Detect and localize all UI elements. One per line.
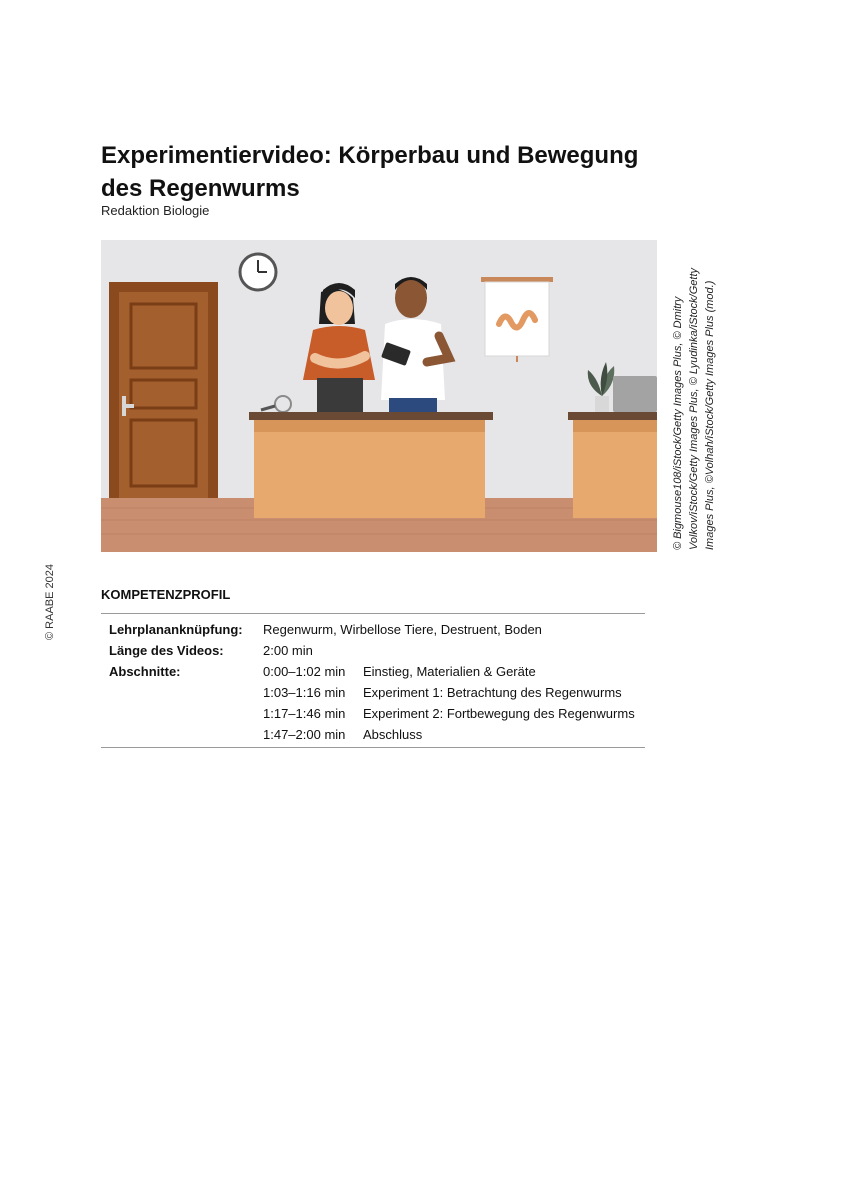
section-time: 1:17–1:46 min	[263, 706, 346, 721]
sections-label: Abschnitte:	[109, 664, 181, 679]
section-description: Einstieg, Materialien & Geräte	[363, 664, 536, 679]
section-heading: KOMPETENZPROFIL	[101, 587, 231, 602]
wall-clock-icon	[240, 254, 276, 290]
section-description: Abschluss	[363, 727, 423, 742]
table-row	[101, 682, 645, 703]
classroom-illustration	[101, 240, 657, 552]
section-description: Experiment 2: Fortbewegung des Regenwurms	[363, 706, 635, 721]
table-row	[101, 724, 645, 745]
author: Redaktion Biologie	[101, 203, 210, 218]
competence-profile-table	[101, 613, 645, 748]
video-length-label: Länge des Videos:	[109, 643, 224, 658]
section-time: 0:00–1:02 min	[263, 664, 346, 679]
side-copyright: © RAABE 2024	[44, 564, 56, 640]
table-row	[101, 640, 645, 661]
main-desk	[249, 412, 493, 518]
video-length-value: 2:00 min	[263, 643, 313, 658]
section-description: Experiment 1: Betrachtung des Regenwurms	[363, 685, 622, 700]
curriculum-label: Lehrplananknüpfung:	[109, 622, 243, 637]
projection-screen	[481, 277, 553, 362]
curriculum-value: Regenwurm, Wirbellose Tiere, Destruent, Boden	[263, 622, 542, 637]
image-credit: © Bigmouse108/iStock/Getty Images Plus, © Dmitry Volkov/iStock/Getty Images Plus, © Lyudinka/iStock/Getty Images Plus, ©Volhah/iStock/Getty Images Plus (mod.)	[672, 267, 716, 550]
table-row	[101, 661, 645, 682]
table-row	[101, 619, 645, 640]
document-title: Experimentiervideo: Körperbau und Bewegung des Regenwurms	[101, 142, 639, 203]
table-row	[101, 703, 645, 724]
door	[109, 282, 218, 498]
section-time: 1:47–2:00 min	[263, 727, 346, 742]
section-time: 1:03–1:16 min	[263, 685, 346, 700]
side-desk	[568, 412, 657, 518]
